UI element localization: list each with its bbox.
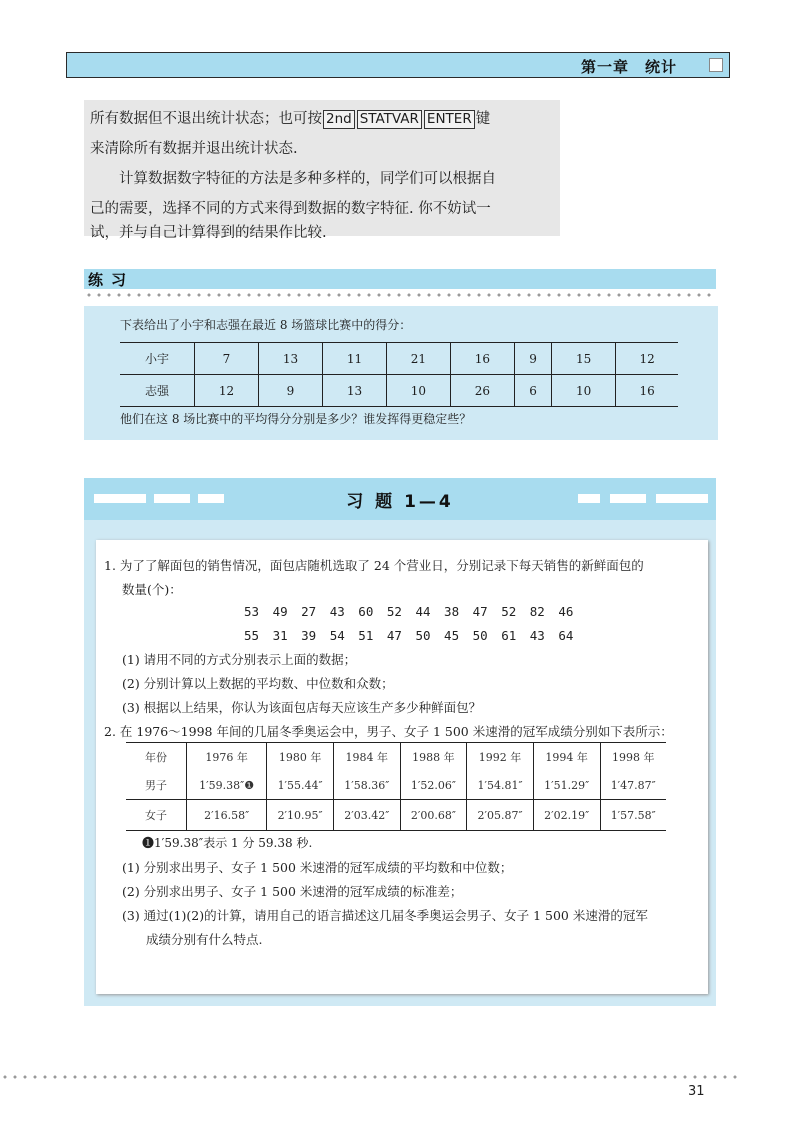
scores-table	[120, 342, 678, 407]
score-cell: 10	[386, 375, 450, 407]
practice-question-2: 他们在这 8 场比赛中的平均得分分别是多少？谁发挥得更稳定些？	[120, 412, 472, 426]
time-cell: 1′54.81″	[467, 771, 534, 800]
year-cell: 1980 年	[267, 743, 334, 772]
q2-sub-1: (1) 分别求出男子、女子 1 500 米速滑的冠军成绩的平均数和中位数；	[122, 860, 513, 875]
practice-dotted-rule	[84, 292, 716, 298]
q2-footnote: ❶1′59.38″表示 1 分 59.38 秒.	[142, 836, 313, 850]
footer-dotted-rule	[0, 1074, 740, 1080]
year-cell: 1998 年	[600, 743, 666, 772]
q2-sub-3-cont: 成绩分别有什么特点.	[146, 932, 263, 947]
score-cell: 21	[386, 343, 450, 375]
intro-line-2: 来清除所有数据并退出统计状态.	[90, 141, 298, 157]
score-cell: 15	[552, 343, 616, 375]
time-cell: 1′51.29″	[533, 771, 600, 800]
score-cell: 13	[258, 343, 322, 375]
score-cell: 6	[514, 375, 551, 407]
time-cell: 2′05.87″	[467, 800, 534, 831]
score-cell: 9	[514, 343, 551, 375]
year-cell: 1994 年	[533, 743, 600, 772]
time-cell: 2′02.19″	[533, 800, 600, 831]
practice-question: 下表给出了小宇和志强在最近 8 场篮球比赛中的得分：	[120, 318, 412, 332]
exercise-title: 习 题 1—4	[346, 492, 454, 512]
key-statvar: STATVAR	[357, 110, 422, 129]
q1-line-1: 1. 为了了解面包的销售情况，面包店随机选取了 24 个营业日，分别记录下每天销售的新鲜面包的	[104, 558, 644, 573]
practice-box	[84, 306, 718, 440]
ski-results-table	[126, 742, 666, 831]
intro-line-5: 试，并与自己计算得到的结果作比较.	[90, 225, 327, 241]
intro-line-4: 己的需要，选择不同的方式来得到数据的数字特征. 你不妨试一	[90, 201, 491, 217]
practice-header	[84, 269, 716, 289]
key-2nd: 2nd	[323, 110, 355, 129]
practice-title: 练习	[88, 271, 135, 289]
row-name: 小宇	[120, 343, 195, 375]
score-cell: 11	[322, 343, 386, 375]
chapter-title: 第一章 统计	[580, 58, 677, 76]
table-row	[126, 743, 666, 772]
year-cell: 1988 年	[400, 743, 467, 772]
q1-numbers-row-1: 53 49 27 43 60 52 44 38 47 52 82 46	[244, 604, 574, 619]
table-row	[120, 375, 678, 407]
time-cell: 1′57.58″	[600, 800, 666, 831]
score-cell: 16	[616, 375, 678, 407]
table-row	[120, 343, 678, 375]
score-cell: 9	[258, 375, 322, 407]
table-row	[126, 800, 666, 831]
year-cell: 1984 年	[333, 743, 400, 772]
decor-bar	[656, 494, 708, 503]
q2-sub-3: (3) 通过(1)(2)的计算，请用自己的语言描述这几届冬季奥运会男子、女子 1 500 米速滑的冠军	[122, 908, 648, 923]
q1-line-2: 数量(个)：	[122, 582, 182, 597]
header-label: 年份	[145, 751, 167, 764]
intro-text-box	[84, 100, 560, 241]
q2-line-1: 2. 在 1976～1998 年间的几届冬季奥运会中，男子、女子 1 500 米速滑的冠军成绩分别如下表所示：	[104, 724, 673, 739]
intro-line-3: 计算数据数字特征的方法是多种多样的，同学们可以根据自	[90, 171, 496, 187]
q1-sub-1: (1) 请用不同的方式分别表示上面的数据；	[122, 652, 357, 667]
year-cell: 1976 年	[187, 743, 267, 772]
time-cell: 1′52.06″	[400, 771, 467, 800]
chapter-header	[66, 52, 730, 78]
q2-sub-2: (2) 分别求出男子、女子 1 500 米速滑的冠军成绩的标准差；	[122, 884, 463, 899]
score-cell: 16	[450, 343, 514, 375]
time-cell: 1′59.38″❶	[187, 771, 267, 800]
score-cell: 12	[195, 375, 259, 407]
men-label: 男子	[145, 779, 167, 792]
time-cell: 2′10.95″	[267, 800, 334, 831]
q1-sub-3: (3) 根据以上结果，你认为该面包店每天应该生产多少种鲜面包？	[122, 700, 482, 715]
year-cell: 1992 年	[467, 743, 534, 772]
score-cell: 12	[616, 343, 678, 375]
score-cell: 13	[322, 375, 386, 407]
time-cell: 1′47.87″	[600, 771, 666, 800]
score-cell: 10	[552, 375, 616, 407]
decor-bar	[610, 494, 646, 503]
q1-sub-2: (2) 分别计算以上数据的平均数、中位数和众数；	[122, 676, 394, 691]
time-cell: 2′00.68″	[400, 800, 467, 831]
page-number: 31	[688, 1084, 705, 1099]
header-square-icon	[709, 58, 723, 72]
score-cell: 7	[195, 343, 259, 375]
time-cell: 2′16.58″	[187, 800, 267, 831]
women-label: 女子	[126, 800, 187, 831]
time-cell: 2′03.42″	[333, 800, 400, 831]
score-cell: 26	[450, 375, 514, 407]
exercise-header	[84, 478, 716, 520]
intro-line-1: 所有数据但不退出统计状态；也可按 2nd STATVAR ENTER 键	[90, 111, 491, 127]
row-name: 志强	[120, 375, 195, 407]
decor-bar	[578, 494, 600, 503]
q1-numbers-row-2: 55 31 39 54 51 47 50 45 50 61 43 64	[244, 628, 574, 643]
time-cell: 1′58.36″	[333, 771, 400, 800]
exercise-box	[96, 540, 708, 994]
table-row	[126, 771, 666, 800]
key-enter: ENTER	[424, 110, 475, 129]
time-cell: 1′55.44″	[267, 771, 334, 800]
